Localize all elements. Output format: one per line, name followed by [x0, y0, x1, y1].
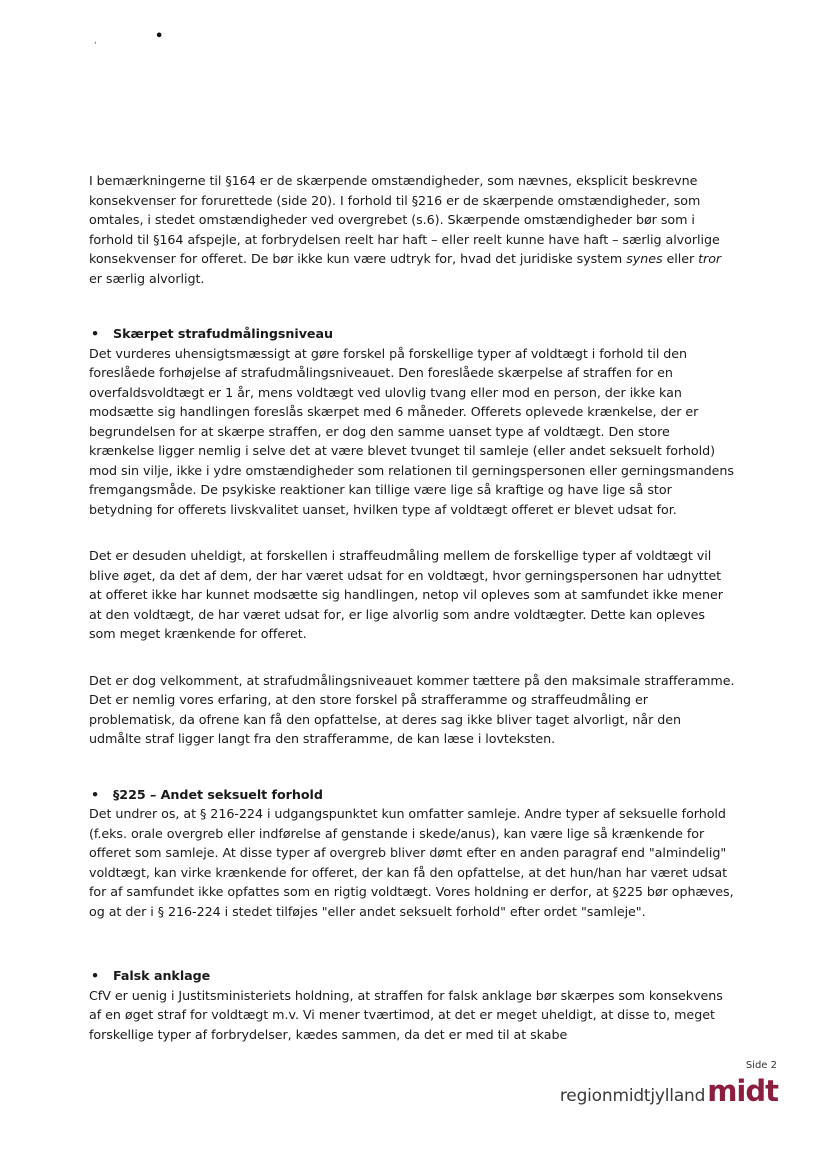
header-bullet-mark: •	[155, 29, 164, 44]
section-heading-text: Falsk anklage	[113, 968, 211, 983]
section-falsk-anklage	[89, 966, 735, 1044]
paragraph: Det vurderes uhensigtsmæssigt at gøre forskel på forskellige typer af voldtægt i forhold til den foreslåede forhøjelse af strafudmålingsniveauet. Den foreslåede skærpelse af straffen for en overfaldsvoldtægt er 1 år, mens voldtægt ved ulovlig tvang eller mod en person, der ikke kan modsætte sig handlingen foreslås skærpet med 6 måneder. Offerets oplevede krænkelse, der er begrundelsen for at skærpe straffen, er dog den samme uanset type af voldtægt. Den store krænkelse ligger nemlig i selve det at være blevet tvunget til samleje (eller andet seksuelt forhold) mod sin vilje, ikke i ydre omstændigheder som relationen til gerningspersonen eller gerningsmandens fremgangsmåde. De psykiske reaktioner kan tillige være lige så kraftige og have lige så stor betydning for offerets livskvalitet uanset, hvilken type af voldtægt offeret er blevet udsat for.	[89, 345, 734, 517]
region-logo	[559, 1074, 778, 1108]
paragraph: Det undrer os, at § 216-224 i udgangspunktet kun omfatter samleje. Andre typer af seksuelle forhold (f.eks. orale overgreb eller indførelse af genstande i skede/anus), kan være lige så krænkende for offeret som samleje. At disse typer af overgreb bliver dømt efter en anden paragraf end "almindelig" voldtægt, kan virke krænkende for offeret, der kan få den opfattelse, at det hun/han har været udsat for af samfundet ikke opfattes som en rigtig voldtægt. Vores holdning er derfor, at §225 bør ophæves, og at der i § 216-224 i stedet tilføjes "eller andet seksuelt forhold" efter ordet "samleje".	[89, 806, 734, 919]
section-225	[89, 785, 735, 922]
section-heading	[89, 785, 735, 805]
document-body	[89, 171, 735, 1044]
bullet-icon: •	[91, 968, 100, 983]
section-heading-text: Skærpet strafudmålingsniveau	[113, 326, 333, 341]
logo-mark: midt	[707, 1074, 778, 1108]
page-number: Side 2	[745, 1060, 777, 1071]
section-heading-text: §225 – Andet seksuelt forhold	[113, 786, 323, 802]
paragraph: Det er dog velkomment, at strafudmålingsniveauet kommer tættere på den maksimale strafferamme. Det er nemlig vores erfaring, at den store forskel på strafferamme og straffeudmåling er problematisk, da ofrene kan få den opfattelse, at deres sag ikke bliver taget alvorligt, når den udmålte straf ligger langt fra den strafferamme, de kan læse i lovteksten.	[89, 672, 735, 746]
section-strafudmaaling	[89, 324, 735, 749]
logo-text: regionmidtjylland	[559, 1086, 706, 1106]
bullet-icon: •	[91, 786, 100, 802]
paragraph: Det er desuden uheldigt, at forskellen i straffeudmåling mellem de forskellige typer af voldtægt vil blive øget, da det af dem, der har været udsat for en voldtægt, hvor gerningspersonen har udnyttet at offeret ikke har kunnet modsætte sig handlingen, netop vil opleves som at samfundet ikke mener at den voldtægt, de har været udsat for, er lige alvorlig som andre voldtægter. Dette kan opleves som meget krænkende for offeret.	[89, 548, 723, 641]
intro-paragraph: I bemærkningerne til §164 er de skærpende omstændigheder, som nævnes, eksplicit beskrevne konsekvenser for forurettede (side 20). I forhold til §216 er de skærpende omstændigheder, som omtales, i stedet omstændigheder ved overgrebet (s.6). Skærpende omstændigheder bør som i forhold til §164 afspejle, at forbrydelsen reelt har haft – eller reelt kunne have haft – særlig alvorlige konsekvenser for offeret. De bør ikke kun være udtryk for, hvad det juridiske system synes eller tror er særlig alvorligt.	[89, 173, 722, 286]
header-mark: ,	[94, 36, 97, 46]
section-heading	[89, 324, 735, 344]
section-heading	[89, 966, 735, 986]
paragraph: CfV er uenig i Justitsministeriets holdning, at straffen for falsk anklage bør skærpes som konsekvens af en øget straf for voldtægt m.v. Vi mener tværtimod, at det er meget uheldigt, at disse to, meget forskellige typer af forbrydelser, kædes sammen, da det er med til at skabe	[89, 987, 723, 1042]
bullet-icon: •	[91, 326, 100, 341]
